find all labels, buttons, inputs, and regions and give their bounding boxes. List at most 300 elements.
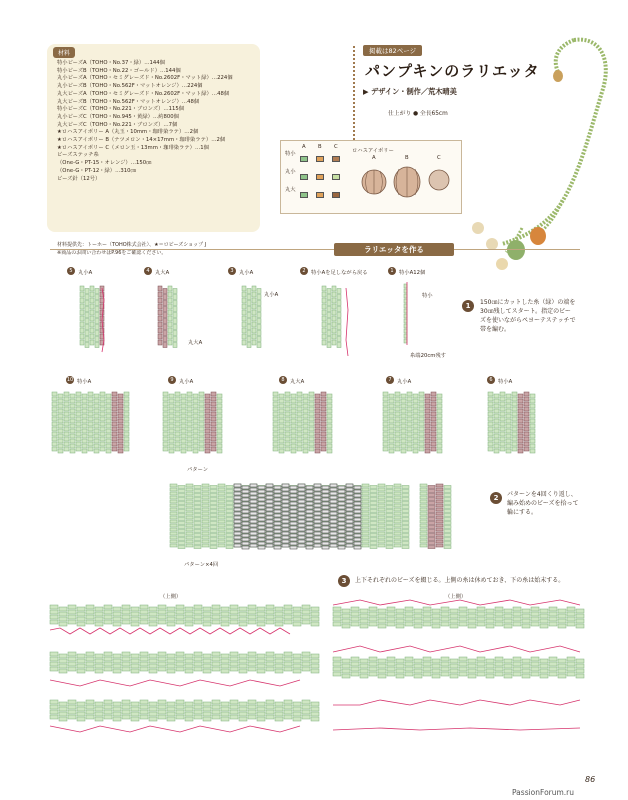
bead-row — [113, 654, 121, 658]
bead-row — [248, 667, 256, 671]
bead-pattern — [298, 484, 305, 487]
bead-pattern — [314, 496, 321, 499]
bead — [420, 500, 427, 503]
bead-row — [504, 609, 512, 613]
bead — [444, 518, 451, 521]
bead — [303, 409, 308, 413]
bead — [247, 325, 251, 330]
diagram-label: 丸大A — [290, 379, 305, 385]
bead-row — [248, 652, 256, 656]
bead — [512, 432, 517, 436]
bead-row — [441, 617, 449, 621]
bead — [242, 322, 246, 327]
bead-row — [558, 674, 566, 678]
bead-pattern — [266, 512, 273, 515]
bead-row — [414, 624, 422, 628]
bead-row — [396, 614, 404, 618]
bead — [389, 399, 394, 403]
bead-row — [459, 667, 467, 671]
bead-row — [221, 712, 229, 716]
bead-row — [567, 657, 575, 661]
bead — [194, 490, 201, 493]
bead-pattern — [322, 506, 329, 509]
bead-row — [104, 652, 112, 656]
bead-row — [221, 617, 229, 621]
callout-marusho: 丸小A — [264, 292, 279, 298]
bead-row — [239, 664, 247, 668]
bead-pattern — [306, 526, 313, 529]
bead — [401, 399, 406, 403]
bead — [163, 319, 167, 324]
bead — [211, 442, 216, 446]
bead — [100, 432, 105, 436]
bead-row — [257, 607, 265, 611]
bead-row — [387, 667, 395, 671]
bead-pattern — [314, 508, 321, 511]
bead-row — [176, 605, 184, 609]
bead-row — [302, 700, 310, 704]
bead-pattern — [282, 516, 289, 519]
bead — [186, 484, 193, 487]
bead-pattern — [258, 542, 265, 545]
bead-pattern — [274, 506, 281, 509]
bead — [285, 412, 290, 416]
bead — [218, 500, 225, 503]
bead — [106, 429, 111, 433]
bead — [322, 310, 326, 315]
bead — [52, 397, 57, 401]
bead — [186, 496, 193, 499]
bead-row — [50, 715, 58, 719]
bead — [506, 399, 511, 403]
bead — [211, 417, 216, 421]
bead-pattern — [330, 484, 337, 487]
bead — [428, 506, 435, 509]
bead-pattern — [250, 500, 257, 503]
bead — [401, 424, 406, 428]
bead — [100, 412, 105, 416]
bead-pattern — [282, 544, 289, 547]
bead-row — [248, 662, 256, 666]
bead-pattern — [346, 540, 353, 543]
bead — [52, 412, 57, 416]
bead — [95, 325, 99, 330]
bead-row — [50, 610, 58, 614]
bead — [402, 538, 409, 541]
bead-row — [266, 615, 274, 619]
bead-row — [275, 702, 283, 706]
bead-pattern — [298, 488, 305, 491]
bead-row — [131, 712, 139, 716]
bead — [181, 414, 186, 418]
bead — [512, 447, 517, 451]
bead — [279, 419, 284, 423]
bead-row — [302, 620, 310, 624]
bead — [431, 437, 436, 441]
bead-row — [212, 667, 220, 671]
bead — [370, 518, 377, 521]
bead-row — [167, 659, 175, 663]
bead — [181, 434, 186, 438]
bead — [413, 419, 418, 423]
bead — [394, 516, 401, 519]
bead — [194, 538, 201, 541]
bead — [370, 498, 377, 501]
bead — [194, 542, 201, 545]
callout-thread-tail: 糸端20cm残す — [410, 353, 446, 359]
bead-row — [86, 700, 94, 704]
bead-row — [293, 712, 301, 716]
bead-row — [104, 605, 112, 609]
bead — [175, 442, 180, 446]
note-line: 材料提供先：トーホー（TOHO株式会社）、★＝ロビーズショップ J — [57, 242, 207, 248]
bead-row — [369, 617, 377, 621]
bead — [76, 437, 81, 441]
bead-row — [414, 659, 422, 663]
bead — [291, 414, 296, 418]
bead-row — [351, 667, 359, 671]
bead — [297, 427, 302, 431]
bead — [428, 542, 435, 545]
bead — [257, 289, 261, 294]
bead — [378, 488, 385, 491]
bead-pattern — [290, 538, 297, 541]
bead-pattern — [298, 524, 305, 527]
bead — [90, 286, 94, 291]
bead — [218, 492, 225, 495]
bead-pattern — [338, 490, 345, 493]
bead-row — [104, 620, 112, 624]
bead — [419, 447, 424, 451]
bead-row — [378, 669, 386, 673]
bead — [247, 337, 251, 342]
bead-row — [293, 617, 301, 621]
bead — [168, 316, 172, 321]
bead — [170, 500, 177, 503]
bead-pattern — [250, 516, 257, 519]
bead-row — [50, 615, 58, 619]
bead — [315, 414, 320, 418]
bead — [428, 526, 435, 529]
bead — [163, 412, 168, 416]
bead — [404, 334, 407, 338]
bead-row — [113, 622, 121, 626]
bead-row — [378, 614, 386, 618]
bead — [425, 444, 430, 448]
bead-row — [257, 612, 265, 616]
bead-pattern — [330, 504, 337, 507]
bead-pattern — [306, 490, 313, 493]
bead — [95, 313, 99, 318]
bead-row — [513, 657, 521, 661]
bead — [218, 536, 225, 539]
bead — [178, 494, 185, 497]
bead-row — [284, 715, 292, 719]
bead-row — [293, 717, 301, 721]
bead — [370, 526, 377, 529]
bead-row — [230, 715, 238, 719]
bead-pattern — [354, 486, 361, 489]
bead — [90, 310, 94, 315]
bead-row — [378, 624, 386, 628]
bead — [242, 310, 246, 315]
bead — [402, 486, 409, 489]
bead — [163, 325, 167, 330]
bead-pattern — [242, 538, 249, 541]
bead — [168, 328, 172, 333]
bead-pattern — [306, 486, 313, 489]
bead-row — [360, 664, 368, 668]
bead — [524, 442, 529, 446]
bead — [257, 313, 261, 318]
bead-row — [293, 622, 301, 626]
bead — [90, 298, 94, 303]
bead-row — [351, 657, 359, 661]
bead — [273, 447, 278, 451]
bead-row — [504, 664, 512, 668]
bead-pattern — [266, 540, 273, 543]
bead — [279, 424, 284, 428]
bead — [193, 429, 198, 433]
bead-pattern — [234, 532, 241, 535]
bead-row — [284, 662, 292, 666]
bead-row — [203, 617, 211, 621]
bead — [419, 417, 424, 421]
bead — [95, 307, 99, 312]
bead-row — [351, 617, 359, 621]
bead-pattern — [282, 488, 289, 491]
bead-row — [185, 654, 193, 658]
bead — [106, 439, 111, 443]
bead — [170, 524, 177, 527]
bead — [178, 510, 185, 513]
bead — [370, 486, 377, 489]
bead-row — [149, 654, 157, 658]
bead-row — [266, 652, 274, 656]
bead — [124, 392, 129, 396]
bead — [327, 325, 331, 330]
bead-pattern — [330, 496, 337, 499]
bead — [175, 417, 180, 421]
bead — [112, 437, 117, 441]
bead-pattern — [282, 492, 289, 495]
bead — [428, 490, 435, 493]
bead-row — [432, 674, 440, 678]
bead — [247, 301, 251, 306]
bead — [402, 542, 409, 545]
bead-pattern — [298, 512, 305, 515]
bead-row — [203, 702, 211, 706]
bead-row — [423, 672, 431, 676]
bead-pattern — [306, 542, 313, 545]
bead — [437, 409, 442, 413]
bead-row — [230, 667, 238, 671]
bead-pattern — [338, 546, 345, 549]
bead — [80, 334, 84, 339]
bead — [337, 289, 341, 294]
bead — [205, 409, 210, 413]
bead-row — [540, 669, 548, 673]
bead-row — [239, 622, 247, 626]
bead — [362, 512, 369, 515]
bead — [82, 444, 87, 448]
bead — [309, 417, 314, 421]
bead — [402, 518, 409, 521]
bead — [247, 295, 251, 300]
bead-row — [333, 672, 341, 676]
bead — [518, 414, 523, 418]
bead — [322, 328, 326, 333]
bead-row — [531, 607, 539, 611]
bead — [327, 444, 332, 448]
bead-row — [504, 619, 512, 623]
bead — [257, 337, 261, 342]
bead-row — [275, 612, 283, 616]
bead-pattern — [306, 530, 313, 533]
bead-row — [140, 705, 148, 709]
bead — [362, 508, 369, 511]
bead — [64, 407, 69, 411]
bead-row — [59, 702, 67, 706]
bead-row — [113, 612, 121, 616]
bead — [181, 404, 186, 408]
bead — [178, 530, 185, 533]
bead-row — [477, 622, 485, 626]
bead — [273, 442, 278, 446]
bead-row — [68, 667, 76, 671]
bead — [413, 444, 418, 448]
bead-row — [77, 702, 85, 706]
bead-row — [104, 700, 112, 704]
bead — [494, 414, 499, 418]
bead — [303, 414, 308, 418]
bead — [322, 316, 326, 321]
bead — [181, 394, 186, 398]
bead-pattern — [242, 490, 249, 493]
bead — [58, 429, 63, 433]
bead-pattern — [330, 532, 337, 535]
bead — [70, 444, 75, 448]
bead — [327, 313, 331, 318]
bead — [524, 402, 529, 406]
bead — [211, 397, 216, 401]
bead-pattern — [354, 526, 361, 529]
bead — [94, 414, 99, 418]
bead — [170, 484, 177, 487]
bead-row — [194, 715, 202, 719]
lohas-label: A — [372, 155, 376, 161]
diagram-label: 特小A12個 — [399, 270, 426, 276]
bead — [85, 337, 89, 342]
bead — [309, 402, 314, 406]
bead — [186, 540, 193, 543]
bead — [444, 530, 451, 533]
bead — [247, 343, 251, 348]
bead-row — [477, 657, 485, 661]
bead — [163, 392, 168, 396]
bead — [420, 520, 427, 523]
bead-row — [212, 652, 220, 656]
bead — [218, 488, 225, 491]
bead — [530, 404, 535, 408]
bead — [362, 532, 369, 535]
page-title: パンプキンのラリエッタ — [365, 62, 540, 80]
bead-pattern — [250, 544, 257, 547]
bead-row — [284, 667, 292, 671]
bead — [279, 434, 284, 438]
bead — [58, 409, 63, 413]
bead — [332, 298, 336, 303]
bead — [52, 422, 57, 426]
bead-row — [149, 659, 157, 663]
bead — [100, 422, 105, 426]
bead — [428, 522, 435, 525]
bead — [370, 514, 377, 517]
bead-pattern — [354, 546, 361, 549]
bead-row — [567, 617, 575, 621]
bead — [291, 399, 296, 403]
bead-pattern — [266, 516, 273, 519]
bead — [210, 494, 217, 497]
bead — [383, 442, 388, 446]
bead-row — [450, 659, 458, 663]
bead-pattern — [354, 522, 361, 525]
bead-pattern — [242, 546, 249, 549]
bead — [362, 484, 369, 487]
bead — [178, 538, 185, 541]
bead — [202, 504, 209, 507]
bead-pattern — [322, 514, 329, 517]
bead — [386, 538, 393, 541]
bead-row — [441, 612, 449, 616]
bead — [202, 528, 209, 531]
bead — [76, 402, 81, 406]
thread-path — [346, 288, 348, 356]
bead — [279, 394, 284, 398]
bead — [506, 409, 511, 413]
bead-pattern — [290, 510, 297, 513]
bead — [163, 301, 167, 306]
bead — [193, 444, 198, 448]
bead — [218, 540, 225, 543]
bead-row — [131, 717, 139, 721]
bead — [291, 449, 296, 453]
bead — [76, 417, 81, 421]
bead-row — [131, 664, 139, 668]
bead-row — [441, 667, 449, 671]
bead-pattern — [306, 498, 313, 501]
bead-pattern — [354, 518, 361, 521]
bead-pattern — [314, 484, 321, 487]
bead — [70, 424, 75, 428]
bead — [279, 449, 284, 453]
bead-row — [293, 659, 301, 663]
bead — [420, 540, 427, 543]
bead — [386, 494, 393, 497]
bead — [362, 520, 369, 523]
bead — [80, 340, 84, 345]
bead-row — [68, 710, 76, 714]
bead-row — [230, 620, 238, 624]
bead-row — [432, 664, 440, 668]
bead — [173, 325, 177, 330]
bead — [187, 392, 192, 396]
legend-row-label: 丸大 — [285, 187, 296, 193]
bead-row — [477, 617, 485, 621]
legend-row-label: 丸小 — [285, 169, 296, 175]
bead — [512, 397, 517, 401]
bead-row — [369, 657, 377, 661]
